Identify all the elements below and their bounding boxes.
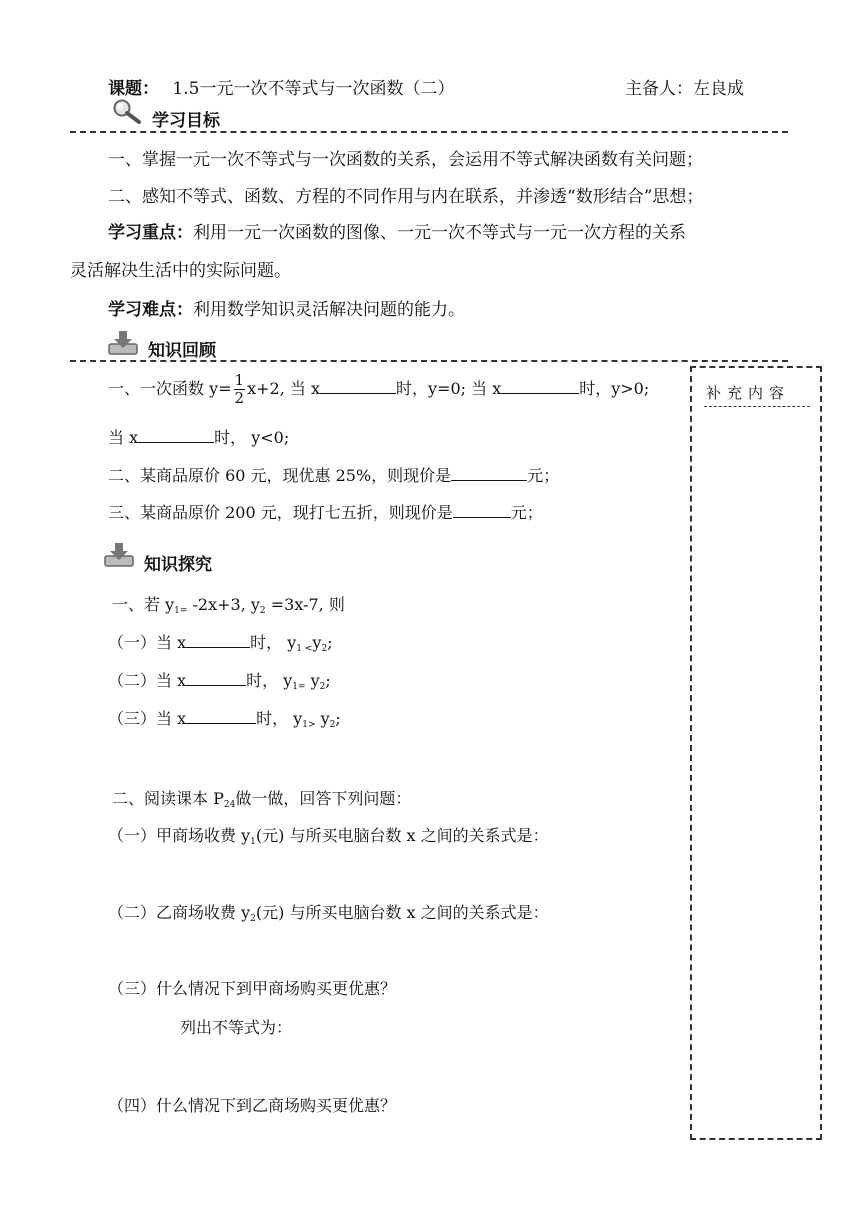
answer-blank[interactable] [451, 464, 527, 481]
answer-blank[interactable] [186, 631, 250, 648]
divider-goals [70, 131, 788, 133]
explore-t1: （一）甲商场收费 $y_1$(元) 与所买电脑台数 x 之间的关系式是： [108, 826, 549, 847]
answer-blank[interactable] [501, 377, 579, 394]
answer-blank[interactable] [453, 501, 511, 518]
explore-p1: 一、若 $y_{1=}$ -2x+3, $y_2 =3x-7$, 则 [112, 595, 345, 616]
explore-t3-inequality: 列出不等式为： [180, 1018, 293, 1037]
key-text-2: 灵活解决生活中的实际问题。 [70, 261, 291, 281]
difficulty-point [108, 295, 465, 320]
goal-item-1: 一、掌握一元一次不等式与一次函数的关系，会运用不等式解决函数有关问题； [108, 150, 703, 170]
review-q1-cont: 当 x 时， y<0; [108, 428, 290, 447]
difficulty-label: 学习难点： [108, 300, 193, 320]
magnifier-icon [110, 98, 142, 124]
explore-s1: （一）当 x 时， $y_{1 <}y_2$; [108, 633, 333, 654]
fraction-half: $\frac{1}{2}$ [234, 371, 245, 407]
supplement-underline [704, 406, 810, 407]
goals-title: 学习目标 [152, 111, 220, 131]
divider-review [70, 360, 788, 362]
difficulty-text: 利用数学知识灵活解决问题的能力。 [193, 300, 465, 320]
review-q3: 三、某商品原价 200 元，现打七五折，则现价是 元； [108, 503, 543, 522]
key-label: 学习重点： [108, 223, 193, 243]
course-title: 1.5一元一次不等式与一次函数（二） [172, 79, 455, 99]
explore-s2: （二）当 x 时， $y_{1=}$ $y_2$; [108, 671, 331, 692]
supplement-title: 补充内容 [706, 384, 791, 402]
key-text-1: 利用一元一次函数的图像、一元一次不等式与一元一次方程的关系 [193, 223, 686, 243]
answer-blank[interactable] [186, 669, 246, 686]
answer-blank[interactable] [320, 377, 396, 394]
review-q1: 一、一次函数 y= $\frac{1}{2}$ x+2, 当 x 时，y=0; 当 x 时，y>0; [108, 371, 650, 407]
explore-s3: （三）当 x 时， $y_{1>}$ $y_2$; [108, 709, 341, 730]
explore-t3: （三）什么情况下到甲商场购买更优惠？ [108, 979, 397, 998]
course-header [108, 74, 454, 99]
explore-t4: （四）什么情况下到乙商场购买更优惠？ [108, 1096, 397, 1115]
goal-item-2: 二、感知不等式、函数、方程的不同作用与内在联系，并渗透“数形结合”思想； [108, 187, 704, 207]
answer-blank[interactable] [138, 426, 214, 443]
download-tray-icon [104, 542, 134, 568]
course-label: 课题： [108, 79, 159, 99]
supplement-box [690, 366, 822, 1140]
review-q2: 二、某商品原价 60 元，现优惠 25%，则现价是 元； [108, 466, 560, 485]
review-title: 知识回顾 [148, 341, 216, 361]
answer-blank[interactable] [186, 707, 256, 724]
preparer: 主备人：左良成 [625, 79, 744, 99]
explore-p2: 二、阅读课本 $P_{24}$做一做，回答下列问题： [112, 789, 412, 810]
explore-t2: （二）乙商场收费 $y_2$(元) 与所买电脑台数 x 之间的关系式是： [108, 903, 549, 924]
explore-title: 知识探究 [144, 555, 212, 575]
download-tray-icon [108, 330, 138, 356]
key-point [108, 218, 686, 243]
